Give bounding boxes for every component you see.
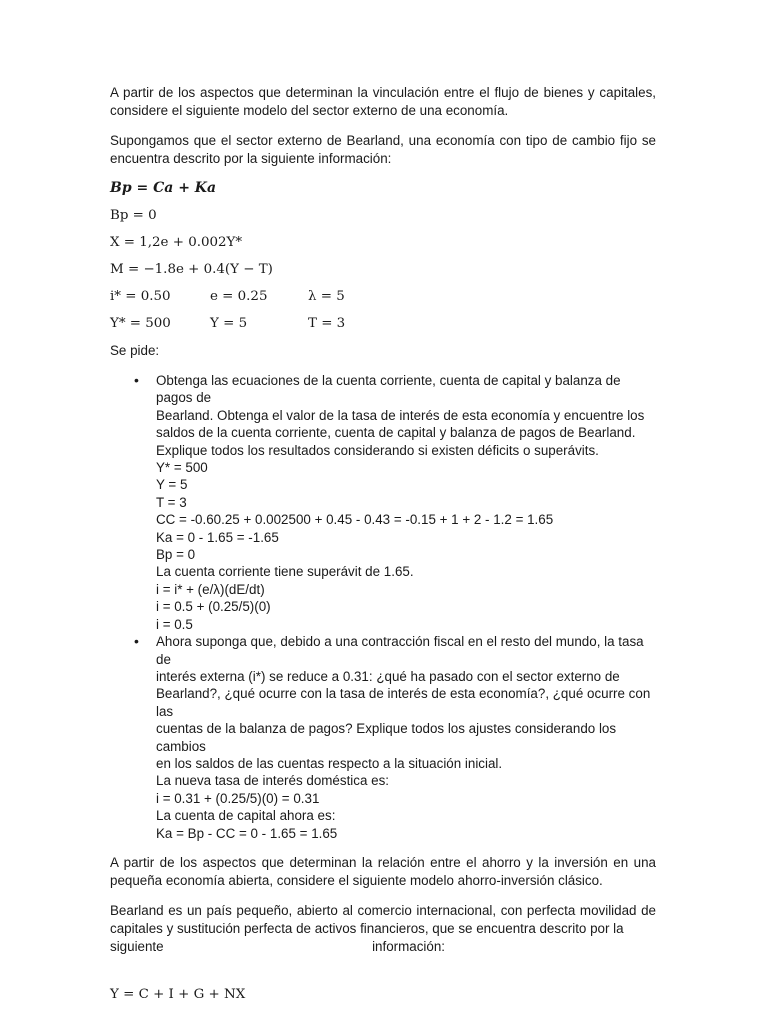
q1-line: Ka = 0 - 1.65 = -1.65 [156, 529, 279, 545]
q2-line: interés externa (i*) se reduce a 0.31: ¿qué ha pasado con el sector externo de [156, 668, 620, 684]
se-pide-label: Se pide: [110, 343, 160, 358]
q2-line: Ahora suponga que, debido a una contracción fiscal en el resto del mundo, la tasa de [156, 634, 644, 667]
bullet-icon: • [134, 372, 139, 388]
q1-line: i = 0.5 [156, 616, 193, 632]
q1-line: saldos de la cuenta corriente, cuenta de capital y balanza de pagos de Bearland. [156, 425, 636, 441]
q2-line: La cuenta de capital ahora es: [156, 808, 336, 824]
question-2 [110, 633, 656, 842]
paragraph-4-word-left: siguiente [110, 938, 164, 954]
q1-line: Y = 5 [156, 477, 188, 493]
document-body [110, 84, 656, 1013]
q2-line: i = 0.31 + (0.25/5)(0) = 0.31 [156, 790, 320, 806]
q1-line: i = 0.5 + (0.25/5)(0) [156, 599, 271, 615]
paragraph-4-word-right: información: [372, 938, 445, 954]
intro-paragraph-1: A partir de los aspectos que determinan la vinculación entre el flujo de bienes y capitales, considere el siguiente modelo del sector externo de una economía. [110, 85, 656, 118]
bp-equation: Bp = 0 [110, 208, 157, 223]
q2-line: en los saldos de las cuentas respecto a la situación inicial. [156, 755, 503, 771]
q2-line: La nueva tasa de interés doméstica es: [156, 773, 389, 789]
paragraph-4 [110, 902, 656, 938]
q1-line: Y* = 500 [156, 460, 208, 476]
param-i-star: i* = 0.50 [110, 289, 171, 304]
exports-equation: X = 1,2e + 0.002Y* [110, 235, 243, 250]
param-e: e = 0.25 [210, 289, 268, 304]
q2-line: cuentas de la balanza de pagos? Explique todos los ajustes considerando los cambios [156, 721, 617, 754]
q1-line: La cuenta corriente tiene superávit de 1.65. [156, 564, 414, 580]
param-y: Y = 5 [210, 316, 248, 331]
paragraph-3: A partir de los aspectos que determinan la relación entre el ahorro y la inversión en una pequeña economía abierta, considere el siguiente modelo ahorro-inversión clásico. [110, 854, 656, 888]
q1-line: Explique todos los resultados considerando si existen déficits o superávits. [156, 442, 599, 458]
paragraph-4-last-line [110, 938, 445, 956]
bullet-icon: • [134, 633, 139, 650]
paragraph-4-main: Bearland es un país pequeño, abierto al comercio internacional, con perfecta movilidad de capitales y sustitución perfecta de activos financieros, que se encuentra descrito por la [110, 902, 656, 936]
param-t: T = 3 [308, 316, 346, 331]
q1-line: Bp = 0 [156, 547, 196, 563]
param-lambda: λ = 5 [308, 289, 345, 304]
q1-line: T = 3 [156, 494, 187, 510]
q1-line: i = i* + (e/λ)(dE/dt) [156, 581, 265, 597]
parameters-row-2 [110, 315, 656, 332]
parameters-row-1 [110, 288, 656, 305]
q2-line: Ka = Bp - CC = 0 - 1.65 = 1.65 [156, 825, 338, 841]
question-list [110, 372, 656, 842]
imports-equation: M = −1.8e + 0.4(Y − T) [110, 262, 273, 277]
question-1 [110, 372, 656, 633]
q1-line: Bearland. Obtenga el valor de la tasa de interés de esta economía y encuentre los [156, 407, 645, 423]
q2-line: Bearland?, ¿qué ocurre con la tasa de interés de esta economía?, ¿qué ocurre con las [156, 686, 651, 719]
param-y-star: Y* = 500 [110, 316, 171, 331]
intro-paragraph-2: Supongamos que el sector externo de Bearland, una economía con tipo de cambio fijo se encuentra descrito por la siguiente información: [110, 133, 656, 166]
q1-line: Obtenga las ecuaciones de la cuenta corriente, cuenta de capital y balanza de pagos de [156, 373, 621, 406]
income-identity-equation: Y = C + I + G + NX [110, 986, 246, 1002]
q1-line: CC = -0.60.25 + 0.002500 + 0.45 - 0.43 = -0.15 + 1 + 2 - 1.2 = 1.65 [156, 512, 554, 528]
balance-of-payments-equation: Bp = Ca + Ka [110, 180, 217, 196]
